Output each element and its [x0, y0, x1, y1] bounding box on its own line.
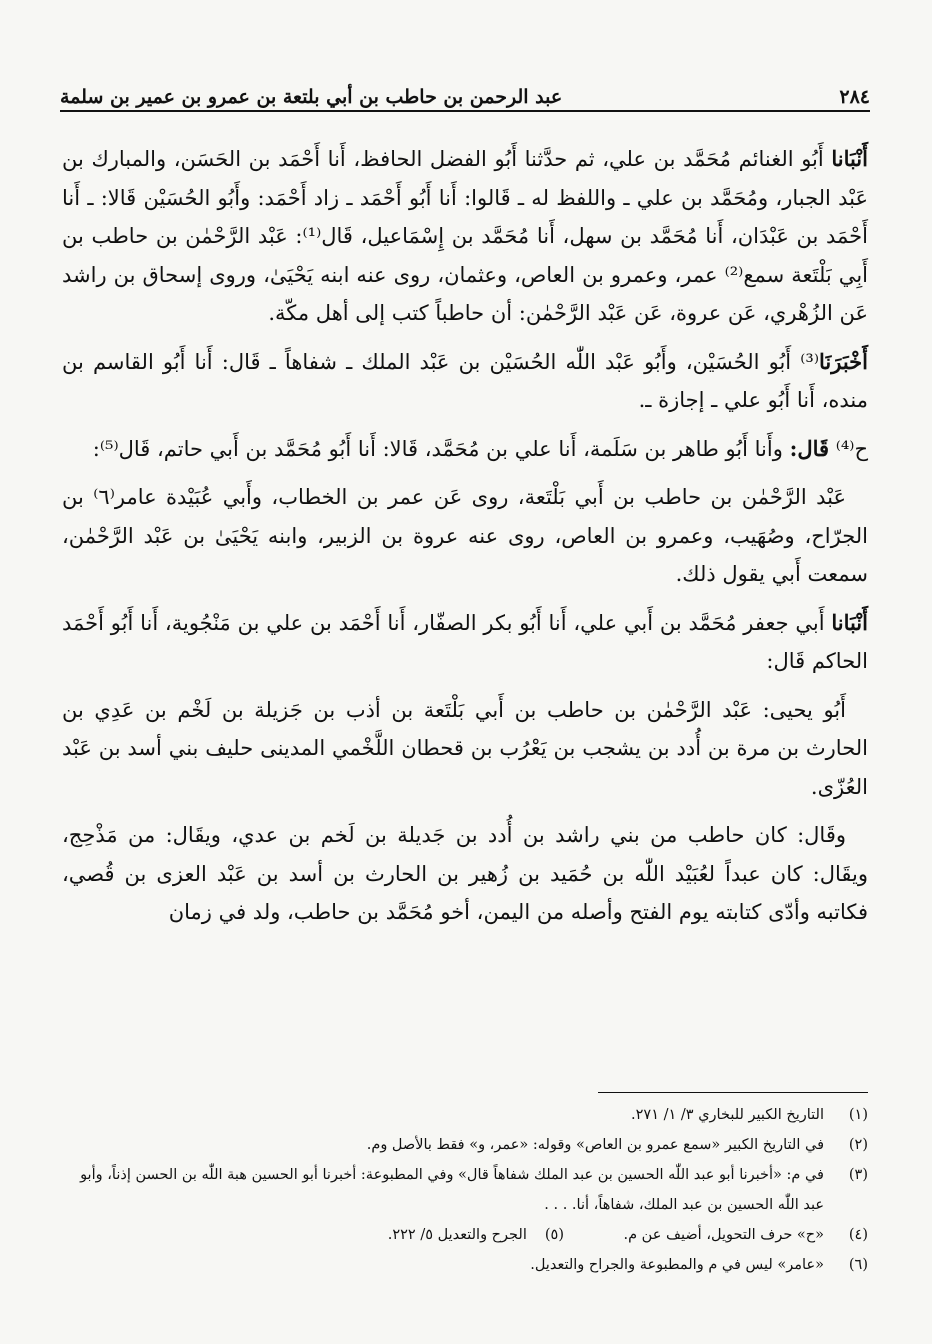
paragraph-4 [62, 478, 868, 594]
footnote-text: الجرح والتعديل ٥/ ٢٢٢. [387, 1227, 527, 1243]
paragraph-3 [62, 430, 868, 469]
footnote-text: في م: «أخبرنا أبو عبد اللّٰه الحسين بن عبد الملك شفاهاً قال» وفي المطبوعة: أخبرنا أبو الحسين هبة اللّٰه بن الحسن إذناً، وأبو عبد اللّٰه الحسين بن عبد الملك، شفاهاً، أنا. . . . [80, 1167, 824, 1213]
paragraph-text: أَبُو الغنائم مُحَمَّد بن علي، ثم حدَّثنا أَبُو الفضل الحافظ، أَنا أَحْمَد بن الحَسَن، والمبارك بن عَبْد الجبار، ومُحَمَّد بن علي ـ واللفظ له ـ قَالوا: أَنا أَبُو أَحْمَد ـ زاد أَحْمَد: وأَبُو الحُسَيْن قَالا: ـ أَنا أَحْمَد بن عَبْدَان، أَنا مُحَمَّد بن سهل، أَنا مُحَمَّد بن إِسْمَاعيل، قَال⁽¹⁾: عَبْد الرَّحْمٰن بن حاطب بن أَبِي بَلْتَعة سمع⁽²⁾ عمر، وعمرو بن العاص، وعثمان، روى عنه ابنه يَحْيَىٰ، وروى إسحاق بن راشد عَن الزُهْري، عَن عروة، عَن عَبْد الرَّحْمٰن: أن حاطباً كتب إلى أهل مكّة. [62, 147, 868, 325]
main-text [62, 140, 868, 942]
chain-keyword: أَنْبَانا [831, 146, 868, 171]
paragraph-7 [62, 816, 868, 932]
paragraph-text: ⁽³⁾ أَبُو الحُسَيْن، وأَبُو عَبْد اللّٰه الحُسَيْن بن عَبْد الملك ـ شفاهاً ـ قَال: أَنا أَبُو القاسم بن منده، أَنا أَبُو علي ـ إجازة ـ. [62, 349, 868, 412]
page-number: ٢٨٤ [839, 86, 870, 108]
footnote-number: (٢) [848, 1137, 868, 1153]
footnotes [64, 1100, 868, 1280]
footnote-number: (٣) [848, 1167, 868, 1183]
chain-keyword: أَنْبَانا [831, 609, 868, 635]
footnote-rule [598, 1092, 868, 1093]
footnote-text: في التاريخ الكبير «سمع عمرو بن العاص» وقوله: «عمر، و» فقط بالأصل وم. [366, 1137, 824, 1153]
footnote-number: (٥) [544, 1227, 564, 1243]
paragraph-text: وأَنا أَبُو طاهر بن سَلَمة، أَنا علي بن مُحَمَّد، قَالا: أَنا أَبُو مُحَمَّد بن أَبي حاتم، قَال⁽⁵⁾: [92, 436, 790, 461]
footnote-text: «عامر» ليس في م والمطبوعة والجراح والتعديل. [530, 1257, 824, 1273]
footnote-6 [64, 1250, 868, 1280]
tahwil-mark: ح⁽⁴⁾ [829, 436, 868, 461]
footnote-number: (٤) [848, 1227, 868, 1243]
footnote-number: (١) [848, 1107, 868, 1123]
footnote-text: التاريخ الكبير للبخاري ٣/ ١/ ٢٧١. [631, 1107, 824, 1123]
footnote-2 [64, 1130, 868, 1160]
chain-keyword: قَال: [789, 435, 830, 461]
footnote-number: (٦) [848, 1257, 868, 1273]
paragraph-text: أَبُو يحيى: عَبْد الرَّحْمٰن بن حاطب بن أَبي بَلْتَعة بن أذب بن جَزيلة بن لَخْم بن عَدِي بن الحارث بن مرة بن أُدد بن يشجب بن يَعْرُب بن قحطان اللَّخْمي المدينى حليف بني أسد بن عَبْد العُزّى. [62, 697, 868, 799]
paragraph-1 [62, 140, 868, 333]
paragraph-text: عَبْد الرَّحْمٰن بن حاطب بن أَبي بَلْتَعة، روى عَن عمر بن الخطاب، وأَبي عُبَيْدة عامر⁽٦⁾ بن الجرّاح، وصُهَيب، وعمرو بن العاص، روى عنه عروة بن الزبير، وابنه يَحْيَىٰ بن عَبْد الرَّحْمٰن، سمعت أَبي يقول ذلك. [62, 485, 868, 586]
page-header [60, 74, 870, 108]
paragraph-2 [62, 343, 868, 420]
running-title: عبد الرحمن بن حاطب بن أبي بلتعة بن عمرو بن عمير بن سلمة [60, 86, 563, 108]
paragraph-5 [62, 604, 868, 681]
paragraph-text: وقَال: كان حاطب من بني راشد بن أُدد بن جَديلة بن لَخم بن عدي، ويقَال: من مَذْحِج، ويقَال: كان عبداً لعُبَيْد اللّٰه بن حُمَيد بن زُهير بن الحارث بن أسد بن عَبْد العزى بن قُصي، فكاتبه وأدّى كتابته يوم الفتح وأصله من اليمن، أخو مُحَمَّد بن حاطب، ولد في زمان [62, 823, 868, 924]
footnote-3 [64, 1160, 868, 1220]
footnote-1 [64, 1100, 868, 1130]
footnote-4-5 [64, 1220, 868, 1250]
chain-keyword: أَخْبَرَنَا [819, 348, 868, 374]
paragraph-6 [62, 691, 868, 807]
footnote-text: «ح» حرف التحويل، أضيف عن م. [623, 1227, 824, 1243]
paragraph-text: أَبي جعفر مُحَمَّد بن أَبي علي، أَنا أَبُو بكر الصفّار، أَنا أَحْمَد بن علي بن مَنْجُوية، أَنا أَبُو أَحْمَد الحاكم قَال: [62, 610, 868, 673]
header-rule [60, 110, 870, 112]
